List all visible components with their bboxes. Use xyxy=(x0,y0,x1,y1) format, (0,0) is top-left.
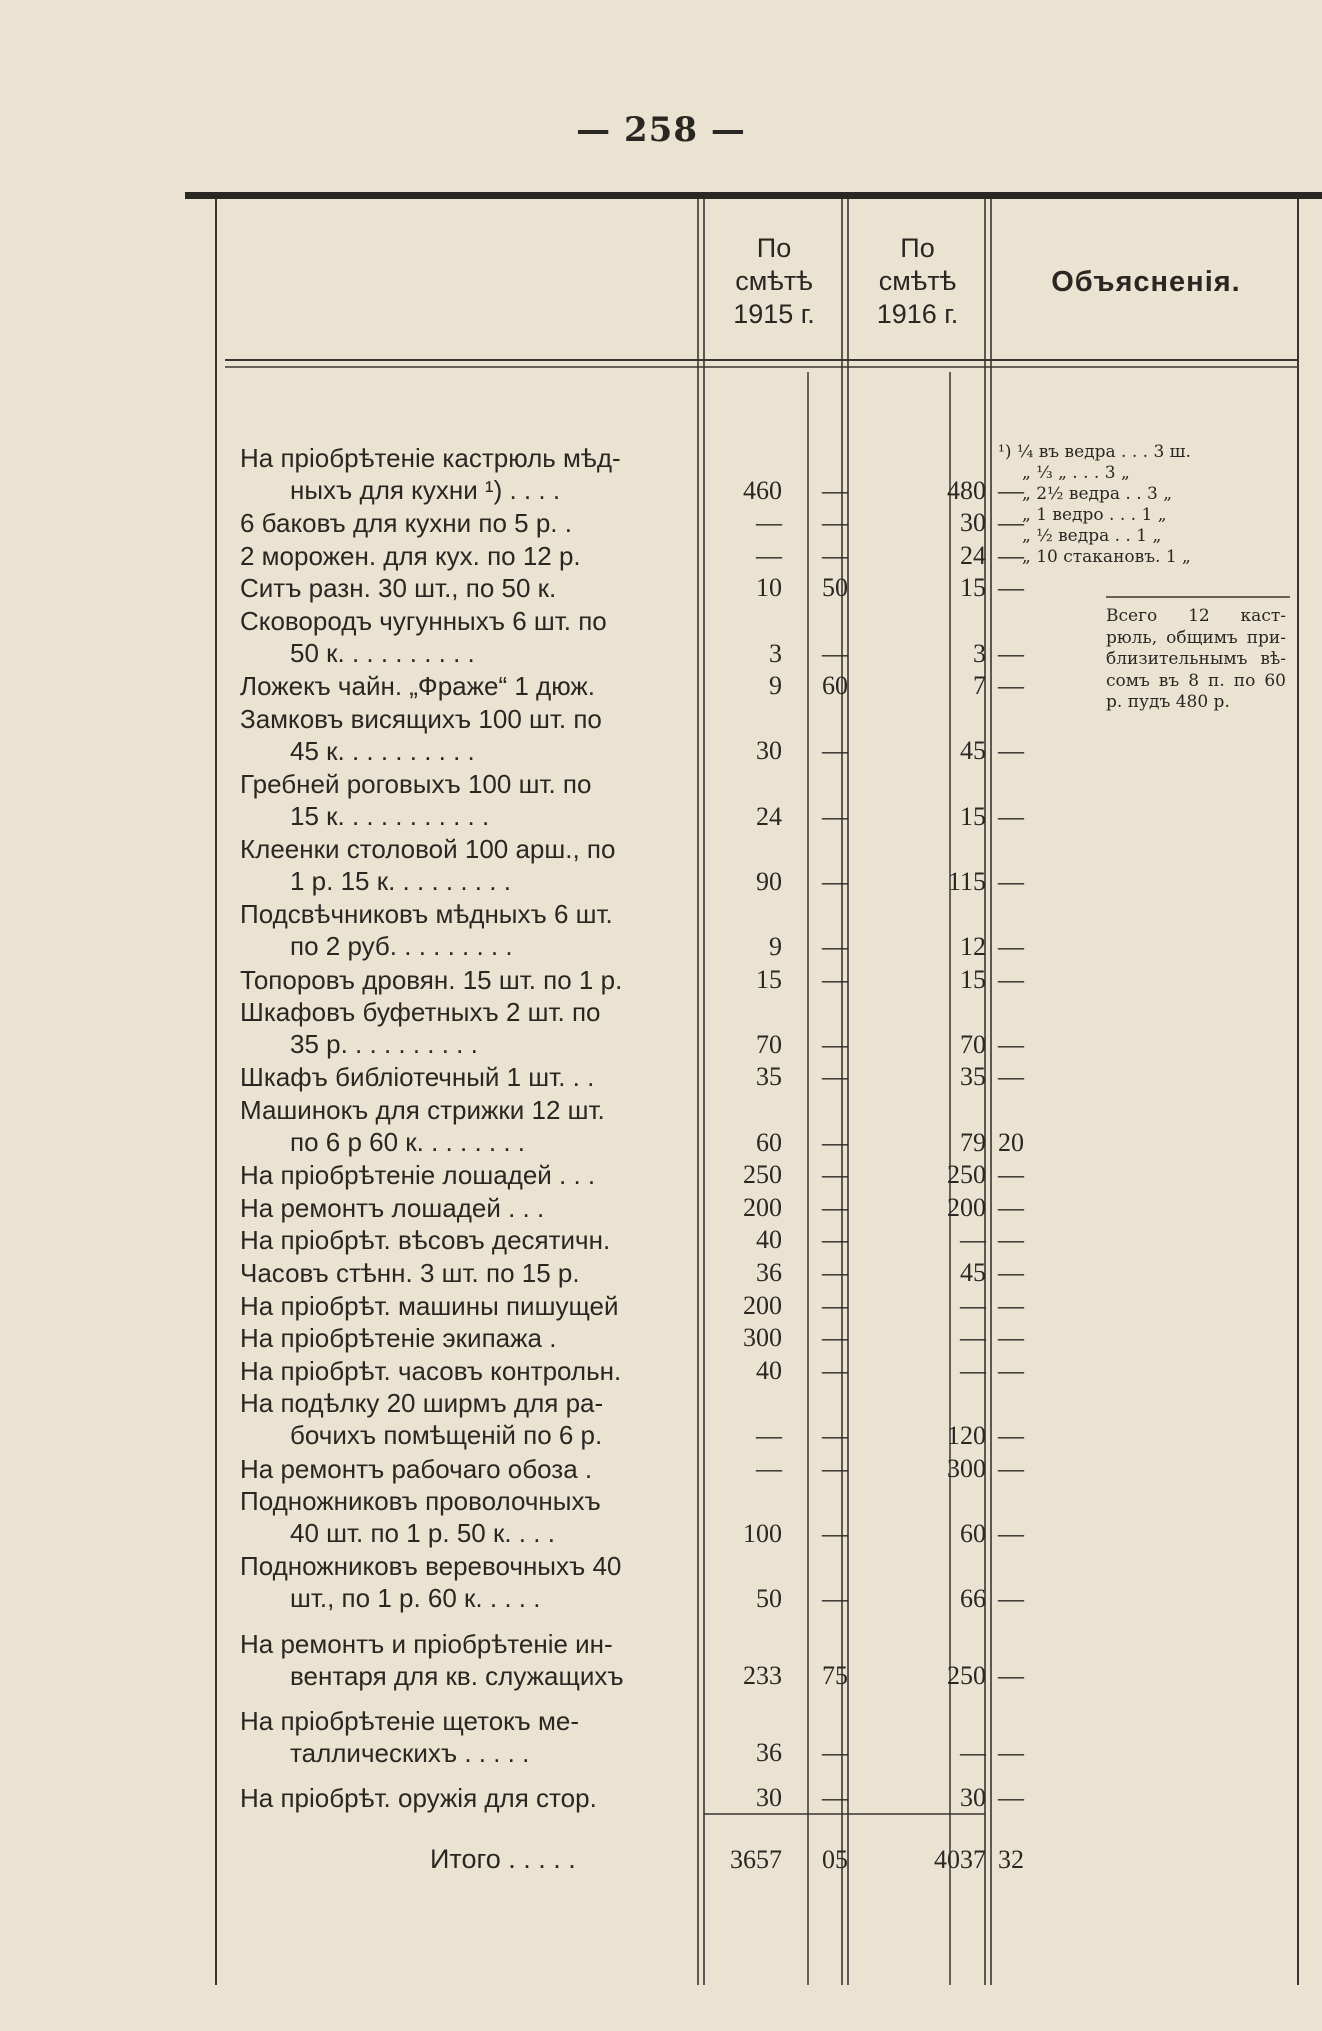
row-description-line: таллическихъ . . . . . xyxy=(290,1737,530,1768)
row-description xyxy=(240,1453,698,1485)
total-kopecks-1915: 05 xyxy=(822,1845,848,1874)
row-description-line: Машинокъ для стрижки 12 шт. xyxy=(240,1095,605,1125)
kopecks-1915: — xyxy=(822,1738,848,1768)
kopecks-1916: — xyxy=(998,1225,1024,1255)
table-row xyxy=(240,1290,1024,1323)
row-description-line: На пріобрѣт. вѣсовъ десятичн. xyxy=(240,1225,611,1256)
rubles-1915: 300 xyxy=(743,1323,782,1353)
rubles-1916: 300 xyxy=(947,1453,986,1483)
row-description-line: 50 к. . . . . . . . . . xyxy=(290,638,475,668)
rubles-1915: 3 xyxy=(769,638,782,668)
footnote-summary: Всего 12 каст-рюль, общимъ при-близительнымъ вѣ-сомъ въ 8 п. по 60 р. пудъ 480 р. xyxy=(1106,606,1286,712)
row-description-line: шт., по 1 р. 60 к. . . . . xyxy=(290,1583,541,1614)
kopecks-1915: — xyxy=(822,736,848,766)
kopecks-1915: — xyxy=(822,540,848,570)
rubles-1916: — xyxy=(960,1290,986,1320)
rubles-1915: 200 xyxy=(743,1290,782,1320)
row-description-line: 35 р. . . . . . . . . . xyxy=(290,1029,478,1060)
row-description xyxy=(240,1387,698,1451)
row-description-line: На пріобрѣтеніе экипажа . xyxy=(240,1323,557,1354)
table-row xyxy=(240,670,1024,703)
rubles-1916: 12 xyxy=(960,931,986,961)
kopecks-1916: — xyxy=(998,1518,1024,1548)
table-row xyxy=(240,572,1024,605)
kopecks-1916: — xyxy=(998,964,1024,994)
page-number: — 258 — xyxy=(576,110,746,150)
kopecks-1915: — xyxy=(822,1518,848,1548)
rubles-1915: 50 xyxy=(756,1583,782,1613)
kopecks-1915: — xyxy=(822,475,848,505)
row-description-line: Топоровъ дровян. 15 шт. по 1 р. xyxy=(240,964,623,995)
row-description-line: 1 р. 15 к. . . . . . . . . xyxy=(290,866,511,897)
row-description xyxy=(240,605,698,669)
rubles-1915: 40 xyxy=(756,1225,782,1255)
rubles-1915: 9 xyxy=(769,671,782,701)
rubles-1915: 250 xyxy=(743,1160,782,1190)
rubles-1915: 15 xyxy=(756,964,782,994)
footnote-line: „ ½ ведра . . 1 „ xyxy=(1022,526,1162,546)
kopecks-1916: — xyxy=(998,1160,1024,1190)
footnote-line: „ 1 ведро . . . 1 „ xyxy=(1022,505,1167,525)
row-description-line: Ситъ разн. 30 шт., по 50 к. xyxy=(240,573,557,604)
header-explanations: Объясненія. xyxy=(1051,266,1241,298)
row-description-line: На подѣлку 20 ширмъ для ра- xyxy=(240,1388,604,1419)
footnote-line: „ 10 стакановъ. 1 „ xyxy=(1022,547,1191,567)
row-description xyxy=(240,1550,698,1614)
row-description xyxy=(240,833,698,897)
kopecks-1916: — xyxy=(998,1453,1024,1483)
rubles-1916: 3 xyxy=(973,638,986,668)
total-label: Итого . . . . . xyxy=(430,1844,576,1874)
row-description xyxy=(240,1355,698,1387)
table-row xyxy=(240,507,1024,540)
rubles-1915: — xyxy=(756,508,782,538)
row-description xyxy=(240,1782,698,1814)
rubles-1916: 79 xyxy=(960,1127,986,1157)
row-description-line: Гребней роговыхъ 100 шт. по xyxy=(240,769,592,799)
kopecks-1915: — xyxy=(822,1029,848,1059)
row-description xyxy=(240,442,698,506)
row-description-line: На пріобрѣтеніе кастрюль мѣд- xyxy=(240,443,621,473)
kopecks-1916: — xyxy=(998,1192,1024,1222)
table-row xyxy=(240,1628,1024,1693)
table-row xyxy=(240,1192,1024,1225)
kopecks-1915: 50 xyxy=(822,573,848,603)
rubles-1915: 35 xyxy=(756,1062,782,1092)
kopecks-1915: — xyxy=(822,1583,848,1613)
row-description-line: На ремонтъ лошадей . . . xyxy=(240,1192,545,1223)
kopecks-1915: — xyxy=(822,931,848,961)
rubles-1916: 70 xyxy=(960,1029,986,1059)
kopecks-1916: — xyxy=(998,1583,1024,1613)
row-description-line: 6 баковъ для кухни по 5 р. . xyxy=(240,508,572,539)
row-description xyxy=(240,1257,698,1289)
kopecks-1916: — xyxy=(998,866,1024,896)
row-description-line: На ремонтъ и пріобрѣтеніе ин- xyxy=(240,1628,613,1659)
kopecks-1916: — xyxy=(998,931,1024,961)
row-description-line: Подсвѣчниковъ мѣдныхъ 6 шт. xyxy=(240,899,613,930)
table-row xyxy=(240,898,1024,963)
row-description-line: по 2 руб. . . . . . . . . xyxy=(290,931,513,962)
table-row xyxy=(240,833,1024,898)
total-rubles-1915: 3657 xyxy=(730,1845,782,1874)
rubles-1916: — xyxy=(960,1225,986,1255)
kopecks-1916: — xyxy=(998,573,1024,603)
rubles-1915: 60 xyxy=(756,1127,782,1157)
table-row xyxy=(240,1550,1024,1615)
table-row xyxy=(240,1061,1024,1094)
rubles-1915: 24 xyxy=(756,801,782,831)
kopecks-1915: — xyxy=(822,1355,848,1385)
kopecks-1915: — xyxy=(822,638,848,668)
kopecks-1916: — xyxy=(998,1029,1024,1059)
rubles-1915: 36 xyxy=(756,1738,782,1768)
rubles-1916: 115 xyxy=(947,866,986,896)
kopecks-1916: — xyxy=(998,1355,1024,1385)
rubles-1916: 250 xyxy=(947,1661,986,1691)
rubles-1916: 15 xyxy=(960,573,986,603)
rubles-1916: 7 xyxy=(973,671,986,701)
rubles-1915: 30 xyxy=(756,736,782,766)
kopecks-1915: — xyxy=(822,1258,848,1287)
row-description-line: Ложекъ чайн. „Фраже“ 1 дюж. xyxy=(240,671,596,702)
row-description xyxy=(240,1159,698,1191)
row-description xyxy=(240,898,698,962)
header-col-1916: По смѣтѣ 1916 г. xyxy=(876,233,959,329)
rubles-1915: 100 xyxy=(743,1518,782,1548)
total-rubles-1916: 4037 xyxy=(934,1845,986,1874)
row-description xyxy=(240,1322,698,1354)
row-description-line: бочихъ помѣщеній по 6 р. xyxy=(290,1420,603,1451)
row-description xyxy=(240,1192,698,1224)
table-row xyxy=(240,1387,1024,1452)
row-description xyxy=(240,1224,698,1256)
row-description-line: ныхъ для кухни ¹) . . . . xyxy=(290,475,561,505)
row-description-line: На пріобрѣтеніе лошадей . . . xyxy=(240,1160,596,1191)
rubles-1916: 45 xyxy=(960,1258,986,1287)
kopecks-1916: — xyxy=(998,1738,1024,1768)
rubles-1915: 40 xyxy=(756,1355,782,1385)
kopecks-1915: — xyxy=(822,1127,848,1157)
table-row xyxy=(240,1355,1024,1388)
row-description xyxy=(240,670,698,702)
rubles-1915: 90 xyxy=(756,866,782,896)
kopecks-1916: — xyxy=(998,1290,1024,1320)
kopecks-1915: — xyxy=(822,1783,848,1812)
kopecks-1915: 60 xyxy=(822,671,848,701)
header-col-1915: По смѣтѣ 1915 г. xyxy=(733,233,815,329)
kopecks-1916: — xyxy=(998,671,1024,701)
row-description xyxy=(240,507,698,539)
kopecks-1915: — xyxy=(822,964,848,994)
rubles-1915: 233 xyxy=(743,1661,782,1691)
rubles-1916: 60 xyxy=(960,1518,986,1548)
rubles-1916: 24 xyxy=(960,540,986,570)
kopecks-1915: — xyxy=(822,1323,848,1353)
kopecks-1916: — xyxy=(998,1661,1024,1691)
row-description-line: 15 к. . . . . . . . . . . xyxy=(290,801,490,831)
kopecks-1915: — xyxy=(822,1453,848,1483)
table-row xyxy=(240,1453,1024,1486)
kopecks-1915: — xyxy=(822,1062,848,1092)
rubles-1916: 30 xyxy=(960,508,986,538)
table-row xyxy=(240,1322,1024,1355)
rubles-1915: 460 xyxy=(743,475,782,505)
table-row xyxy=(240,1705,1024,1770)
row-description-line: 45 к. . . . . . . . . . xyxy=(290,735,475,766)
table-row xyxy=(240,540,1024,573)
row-description xyxy=(240,996,698,1060)
table-row xyxy=(240,605,1024,670)
kopecks-1916: — xyxy=(998,1420,1024,1450)
row-description-line: по 6 р 60 к. . . . . . . . xyxy=(290,1127,526,1157)
row-description-line: На пріобрѣт. часовъ контрольн. xyxy=(240,1355,622,1386)
kopecks-1915: — xyxy=(822,866,848,896)
rubles-1915: — xyxy=(756,540,782,570)
row-description-line: На пріобрѣтеніе щетокъ ме- xyxy=(240,1705,580,1736)
rubles-1916: 30 xyxy=(960,1783,986,1812)
row-description-line: Шкафъ библіотечный 1 шт. . . xyxy=(240,1062,595,1093)
row-description-line: Подножниковъ проволочныхъ xyxy=(240,1486,601,1517)
table-row xyxy=(240,1224,1024,1257)
row-description-line: На пріобрѣт. оружія для стор. xyxy=(240,1783,597,1813)
table-row xyxy=(240,768,1024,833)
row-description-line: Замковъ висящихъ 100 шт. по xyxy=(240,703,602,734)
kopecks-1915: — xyxy=(822,1290,848,1320)
table-row xyxy=(240,703,1024,768)
kopecks-1916: — xyxy=(998,508,1024,538)
row-description-line: Часовъ стѣнн. 3 шт. по 15 р. xyxy=(240,1258,580,1288)
rubles-1916: 35 xyxy=(960,1062,986,1092)
row-description xyxy=(240,964,698,996)
kopecks-1915: — xyxy=(822,1225,848,1255)
row-description-line: вентаря для кв. служащихъ xyxy=(290,1660,624,1691)
table-row xyxy=(240,996,1024,1061)
row-description-line: На ремонтъ рабочаго обоза . xyxy=(240,1453,593,1484)
row-description xyxy=(240,1705,698,1769)
rubles-1915: 9 xyxy=(769,931,782,961)
rubles-1916: 66 xyxy=(960,1583,986,1613)
kopecks-1915: — xyxy=(822,1192,848,1222)
row-description-line: Подножниковъ веревочныхъ 40 xyxy=(240,1551,622,1582)
rubles-1916: 45 xyxy=(960,736,986,766)
rubles-1915: 70 xyxy=(756,1029,782,1059)
rubles-1916: — xyxy=(960,1323,986,1353)
rubles-1915: — xyxy=(756,1453,782,1483)
rubles-1916: 15 xyxy=(960,964,986,994)
kopecks-1916: — xyxy=(998,475,1024,505)
row-description-line: Шкафовъ буфетныхъ 2 шт. по xyxy=(240,997,601,1028)
kopecks-1916: — xyxy=(998,1258,1024,1287)
rubles-1915: 36 xyxy=(756,1258,782,1287)
rubles-1916: 120 xyxy=(947,1420,986,1450)
rubles-1916: 250 xyxy=(947,1160,986,1190)
rubles-1916: 15 xyxy=(960,801,986,831)
row-description xyxy=(240,1485,698,1549)
table-row xyxy=(240,964,1024,997)
table-row xyxy=(240,1159,1024,1192)
row-description-line: Сковородъ чугунныхъ 6 шт. по xyxy=(240,606,607,636)
row-description xyxy=(240,540,698,572)
row-description xyxy=(240,572,698,604)
kopecks-1915: — xyxy=(822,508,848,538)
kopecks-1915: — xyxy=(822,1420,848,1450)
table-row xyxy=(240,1782,1024,1815)
rubles-1915: 200 xyxy=(743,1192,782,1222)
table-row xyxy=(240,1257,1024,1290)
row-description-line: Клеенки столовой 100 арш., по xyxy=(240,834,616,865)
row-description xyxy=(240,1094,698,1158)
rubles-1916: — xyxy=(960,1355,986,1385)
rubles-1916: 200 xyxy=(947,1192,986,1222)
kopecks-1916: — xyxy=(998,736,1024,766)
table-row xyxy=(240,1094,1024,1159)
row-description xyxy=(240,703,698,767)
footnote-line: ¹) ¼ въ ведра . . . 3 ш. xyxy=(998,442,1191,462)
table-row xyxy=(240,442,1024,507)
kopecks-1915: — xyxy=(822,1160,848,1190)
row-description-line: 2 морожен. для кух. по 12 р. xyxy=(240,540,581,571)
kopecks-1916: — xyxy=(998,540,1024,570)
row-description xyxy=(240,768,698,832)
footnote-line: „ ⅓ „ . . . 3 „ xyxy=(1022,463,1130,483)
kopecks-1916: — xyxy=(998,638,1024,668)
total-row xyxy=(240,1844,1024,1878)
kopecks-1916: — xyxy=(998,1323,1024,1353)
row-description xyxy=(240,1628,698,1692)
footnote-line: „ 2½ ведра . . 3 „ xyxy=(1022,484,1173,504)
kopecks-1916: — xyxy=(998,1062,1024,1092)
kopecks-1916: — xyxy=(998,1783,1024,1812)
table-row xyxy=(240,1485,1024,1550)
rubles-1915: — xyxy=(756,1420,782,1450)
row-description-line: 40 шт. по 1 р. 50 к. . . . xyxy=(290,1518,555,1549)
rubles-1916: 480 xyxy=(947,475,986,505)
kopecks-1915: 75 xyxy=(822,1661,848,1691)
rubles-1915: 30 xyxy=(756,1783,782,1812)
footnote xyxy=(998,442,1288,568)
kopecks-1916: — xyxy=(998,801,1024,831)
total-kopecks-1916: 32 xyxy=(998,1845,1024,1874)
kopecks-1915: — xyxy=(822,801,848,831)
row-description-line: На пріобрѣт. машины пишущей xyxy=(240,1290,619,1321)
row-description xyxy=(240,1061,698,1093)
rubles-1916: — xyxy=(960,1738,986,1768)
rubles-1915: 10 xyxy=(756,573,782,603)
kopecks-1916: 20 xyxy=(998,1127,1024,1157)
row-description xyxy=(240,1290,698,1322)
